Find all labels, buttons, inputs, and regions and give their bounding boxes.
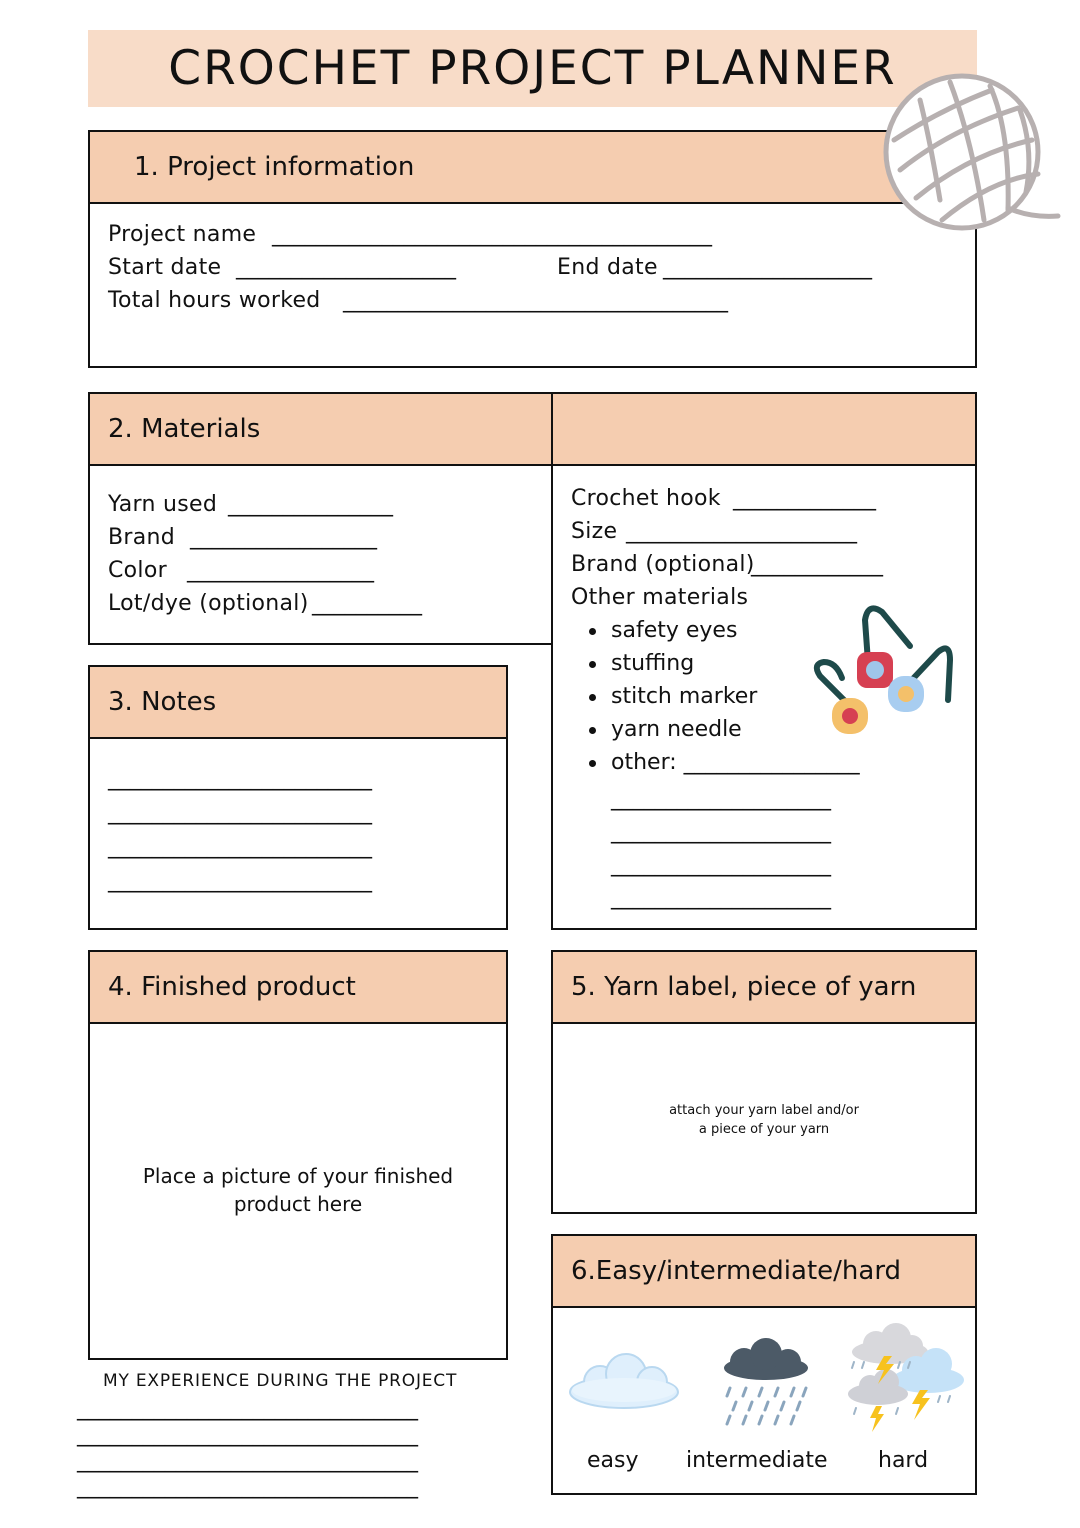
color-field[interactable]: _________________: [187, 558, 374, 583]
list-item: stuffing: [571, 647, 860, 680]
experience-line-3[interactable]: _______________________________: [77, 1448, 418, 1473]
hook-size-field[interactable]: _____________________: [626, 519, 857, 544]
total-hours-label: Total hours worked: [108, 288, 321, 313]
other-materials-field-2[interactable]: ____________________: [611, 819, 831, 844]
list-item: yarn needle: [571, 713, 860, 746]
project-information-title: 1. Project information: [134, 152, 415, 182]
notes-line-4[interactable]: ________________________: [108, 868, 372, 893]
list-item: safety eyes: [571, 614, 860, 647]
crochet-hook-field[interactable]: _____________: [733, 486, 876, 511]
lot-dye-field[interactable]: __________: [312, 591, 422, 616]
notes-line-1[interactable]: ________________________: [108, 766, 372, 791]
project-information-heading: [90, 132, 975, 204]
yarn-label-placeholder-line-1: attach your yarn label and/or: [669, 1103, 859, 1118]
page-title: CROCHET PROJECT PLANNER: [168, 41, 897, 96]
hook-brand-field[interactable]: ____________: [751, 552, 883, 577]
experience-line-1[interactable]: _______________________________: [77, 1396, 418, 1421]
other-materials-field-3[interactable]: ____________________: [611, 852, 831, 877]
other-materials-field-1[interactable]: ____________________: [611, 786, 831, 811]
materials-right-heading: [553, 394, 975, 466]
storm-cloud-icon[interactable]: [840, 1322, 966, 1434]
finished-product-placeholder-line-2: product here: [233, 1192, 363, 1216]
hook-size-label: Size: [571, 519, 618, 544]
notes-line-3[interactable]: ________________________: [108, 834, 372, 859]
yarn-used-label: Yarn used: [108, 492, 218, 517]
start-date-field[interactable]: ____________________: [236, 255, 456, 280]
notes-title: 3. Notes: [108, 687, 217, 717]
materials-title: 2. Materials: [108, 414, 261, 444]
hook-brand-label: Brand (optional): [571, 552, 755, 577]
difficulty-title: 6.Easy/intermediate/hard: [571, 1256, 902, 1286]
finished-product-placeholder-line-1: Place a picture of your finished: [142, 1164, 454, 1188]
crochet-hook-label: Crochet hook: [571, 486, 721, 511]
difficulty-heading: [553, 1236, 975, 1308]
finished-product-title: 4. Finished product: [108, 972, 356, 1002]
list-item: stitch marker: [571, 680, 860, 713]
cloud-easy-icon[interactable]: [566, 1352, 684, 1414]
experience-heading: MY EXPERIENCE DURING THE PROJECT: [103, 1371, 458, 1391]
title-banner: [88, 30, 977, 107]
yarn-label-placeholder-line-2: a piece of your yarn: [698, 1122, 830, 1137]
end-date-field[interactable]: ___________________: [663, 255, 872, 280]
start-date-label: Start date: [108, 255, 222, 280]
rain-cloud-icon[interactable]: [716, 1338, 816, 1432]
other-materials-field-4[interactable]: ____________________: [611, 885, 831, 910]
yarn-label-placeholder[interactable]: [551, 1101, 977, 1139]
materials-heading: [90, 394, 551, 466]
lot-dye-label: Lot/dye (optional): [108, 591, 309, 616]
project-name-label: Project name: [108, 222, 257, 247]
experience-line-2[interactable]: _______________________________: [77, 1422, 418, 1447]
end-date-label: End date: [557, 255, 658, 280]
yarn-label-section: [551, 950, 977, 1214]
brand-field[interactable]: _________________: [190, 525, 377, 550]
yarn-used-field[interactable]: _______________: [228, 492, 393, 517]
yarn-ball-icon: [880, 70, 1065, 235]
total-hours-field[interactable]: ___________________________________: [343, 288, 728, 313]
list-item[interactable]: other: ________________: [571, 746, 860, 779]
other-materials-label: Other materials: [571, 585, 749, 610]
difficulty-easy-label[interactable]: easy: [587, 1448, 639, 1473]
difficulty-hard-label[interactable]: hard: [878, 1448, 929, 1473]
experience-line-4[interactable]: _______________________________: [77, 1474, 418, 1499]
notes-heading: [90, 667, 506, 739]
brand-label: Brand: [108, 525, 176, 550]
project-information-section: [88, 130, 977, 368]
project-name-field[interactable]: ________________________________________: [272, 222, 712, 247]
stitch-marker-icon: [810, 600, 960, 740]
color-label: Color: [108, 558, 167, 583]
notes-line-2[interactable]: ________________________: [108, 800, 372, 825]
yarn-label-title: 5. Yarn label, piece of yarn: [571, 972, 917, 1002]
yarn-label-heading: [553, 952, 975, 1024]
difficulty-intermediate-label[interactable]: intermediate: [686, 1448, 828, 1473]
finished-product-heading: [90, 952, 506, 1024]
finished-product-section: [88, 950, 508, 1360]
finished-product-placeholder[interactable]: [88, 1162, 508, 1218]
